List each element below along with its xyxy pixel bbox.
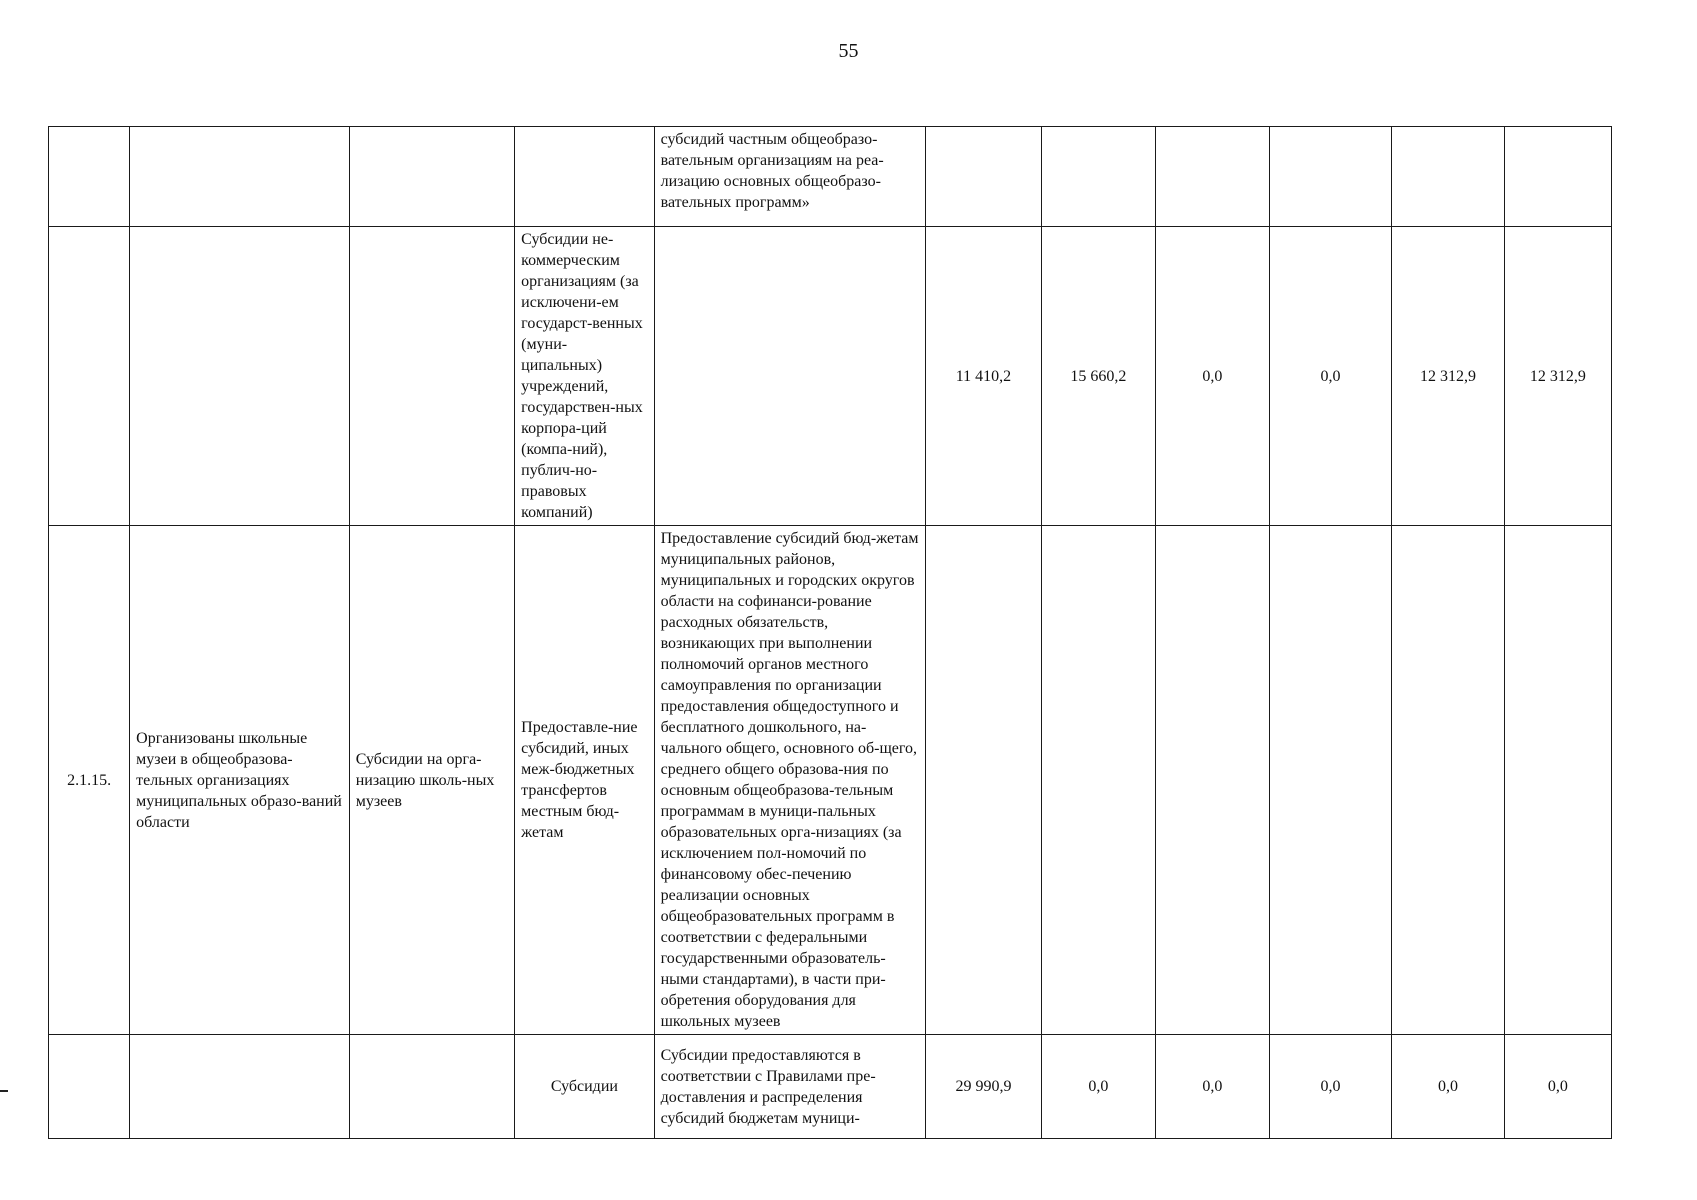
cell-value: 0,0 (1156, 1035, 1269, 1139)
cell-value: 0,0 (1041, 1035, 1155, 1139)
cell-value (1269, 127, 1392, 227)
cell-value: 11 410,2 (926, 227, 1042, 526)
cell-value (926, 526, 1042, 1035)
cell-result (130, 1035, 350, 1139)
cell-description: Субсидии предоставляются в соответствии с Правилами пре-доставления и распределения субсидий бюджетам муници- (654, 1035, 926, 1139)
cell-expense-type: Предоставле-ние субсидий, иных меж-бюджетных трансфертов местным бюд-жетам (515, 526, 654, 1035)
cell-number: 2.1.15. (49, 526, 130, 1035)
cell-expense-type: Субсидии не-коммерческим организациям (за исключени-ем государст-венных (муни-ципальных) учреждений, государствен-ных корпора-ций (компа-ний), публич-но-правовых компаний) (515, 227, 654, 526)
cell-value (1504, 127, 1611, 227)
table-row (49, 127, 1612, 227)
scan-edge-mark (0, 1090, 8, 1092)
cell-description: Предоставление субсидий бюд-жетам муниципальных районов, муниципальных и городских округов области на софинанси-рование расходных обязательств, возникающих при выполнении полномочий органов местного самоуправления по организации предоставления общедоступного и бесплатного дошкольного, на-чального общего, основного об-щего, среднего общего образова-ния по основным общеобразова-тельным программам в муници-пальных образовательных орга-низациях (за исключением пол-номочий по финансовому обес-печению реализации основных общеобразовательных программ в соответствии с федеральными государственными образователь-ными стандартами), в части при-обретения оборудования для школьных музеев (654, 526, 926, 1035)
cell-value: 0,0 (1504, 1035, 1611, 1139)
cell-value: 0,0 (1392, 1035, 1504, 1139)
cell-value: 0,0 (1156, 227, 1269, 526)
cell-result (130, 227, 350, 526)
cell-measure (349, 1035, 514, 1139)
cell-number (49, 127, 130, 227)
table-row (49, 1035, 1612, 1139)
cell-value: 0,0 (1269, 1035, 1392, 1139)
cell-expense-type: Субсидии (515, 1035, 654, 1139)
cell-number (49, 227, 130, 526)
cell-expense-type (515, 127, 654, 227)
table-row (49, 227, 1612, 526)
cell-value: 29 990,9 (926, 1035, 1042, 1139)
cell-value (1156, 127, 1269, 227)
cell-value (1392, 526, 1504, 1035)
cell-number (49, 1035, 130, 1139)
cell-value: 15 660,2 (1041, 227, 1155, 526)
cell-measure (349, 227, 514, 526)
cell-value (1041, 127, 1155, 227)
cell-value (1504, 526, 1611, 1035)
cell-result (130, 127, 350, 227)
table-row (49, 526, 1612, 1035)
cell-description: субсидий частным общеобразо-вательным организациям на реа-лизацию основных общеобразо-вательных программ» (654, 127, 926, 227)
cell-value (1156, 526, 1269, 1035)
cell-measure: Субсидии на орга-низацию школь-ных музеев (349, 526, 514, 1035)
program-table (48, 126, 1612, 1139)
cell-measure (349, 127, 514, 227)
cell-value: 12 312,9 (1392, 227, 1504, 526)
page-number: 55 (838, 40, 859, 62)
cell-description (654, 227, 926, 526)
cell-value: 12 312,9 (1504, 227, 1611, 526)
cell-value (1392, 127, 1504, 227)
cell-value (1041, 526, 1155, 1035)
cell-result: Организованы школьные музеи в общеобразова-тельных организациях муниципальных образо-ваний области (130, 526, 350, 1035)
cell-value (1269, 526, 1392, 1035)
cell-value (926, 127, 1042, 227)
cell-value: 0,0 (1269, 227, 1392, 526)
